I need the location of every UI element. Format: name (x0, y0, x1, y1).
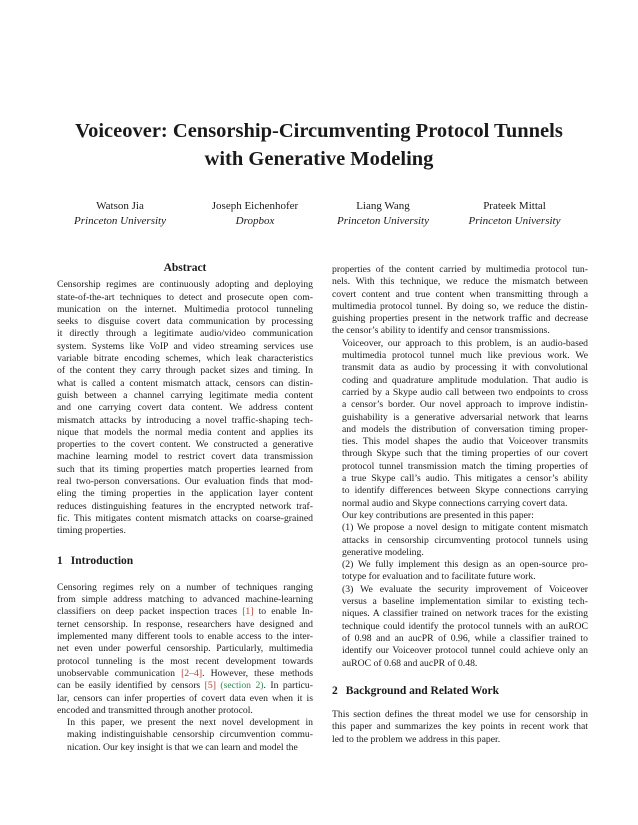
author-name: Joseph Eichenhofer (211, 200, 299, 212)
citation-link[interactable]: [2–4] (181, 667, 203, 679)
text-line: the censor’s ability to identify and censor transmissions. (332, 325, 550, 337)
text-line: identify our Voiceover protocol tunnel could achieve only an (342, 645, 588, 657)
text-line: real two-person conversations. Our evaluation finds that mod- (57, 476, 313, 488)
title-line-2: with Generative Modeling (204, 148, 434, 170)
text-line: ties. This model shapes the audio that Voiceover transmits (342, 436, 588, 448)
text-line: carried by a Skype audio call between two endpoints to cross (342, 386, 588, 398)
author-block (323, 199, 443, 229)
text-line: (2) We fully implement this design as an open-source pro- (342, 559, 588, 571)
text-line: In this paper, we present the next novel development in (67, 717, 313, 729)
intro-paragraph-continued (332, 264, 588, 338)
text-line: covert content and true content when transmitting through a (332, 288, 588, 300)
text-line: variable bitrate encoding schemes, which leak characteristics (57, 353, 313, 365)
section-reference-link[interactable]: (section 2) (220, 680, 264, 692)
text-line: nique that models the normal media content and applies its (57, 426, 313, 438)
section-number: 2 (332, 684, 338, 697)
text-line: of 0.98 and an aucPR of 0.96, while a classifier trained to (342, 632, 588, 644)
text-line: fic. This mitigates content mismatch attacks on coarse-grained (57, 512, 313, 524)
author-affiliation: Princeton University (468, 215, 561, 227)
text-line: seeks to disguise covert data communication by processing (57, 316, 313, 328)
intro-paragraph-2 (57, 717, 313, 754)
author-block (65, 199, 175, 229)
citation-link[interactable]: [1] (242, 606, 254, 618)
text-line: mismatch attacks by introducing a novel traffic-shaping tech- (57, 414, 313, 426)
text-line: technique could identify the protocol tunnels with an auROC (342, 620, 588, 632)
text-line: properties of the content carried by multimedia protocol tun- (332, 264, 588, 275)
text-line: it directly through a legitimate audio/video communication (57, 328, 313, 340)
text-line: (1) We propose a novel design to mitigate content mismatch (342, 522, 588, 534)
intro-paragraph-1 (57, 582, 313, 717)
text-line: of the content they carry through packet sizes and timing. In (57, 365, 313, 377)
text-line: normal audio and Skype connections carrying covert data. (342, 497, 568, 509)
text-line: versus a baseline implementation similar to existing tech- (342, 596, 588, 608)
text-line: timing properties. (57, 525, 126, 537)
text-line: attacks in censorship circumventing protocol tunnels using (342, 534, 588, 546)
section-heading-background (332, 685, 588, 697)
intro-paragraph-4 (332, 510, 588, 522)
text-line: unobservable communication [2–4]. However, these methods (57, 667, 313, 679)
text-line: Voiceover, our approach to this problem, is an audio-based (342, 337, 588, 349)
author-block (452, 199, 577, 229)
text-line: (3) We evaluate the security improvement of Voiceover (342, 583, 588, 595)
text-line: from simple address matching to advanced machine-learning (57, 594, 313, 606)
text-line: making indistinguishable censorship circumvention commu- (67, 729, 313, 741)
author-affiliation: Dropbox (235, 215, 275, 227)
text-line: what is called a content mismatch attack, censors can distin- (57, 377, 313, 389)
text-line: and models the distribution of conversation timing proper- (342, 423, 588, 435)
abstract-body (57, 279, 313, 537)
right-column (332, 264, 588, 746)
text-line: reduces distinguishing features in the encrypted network traf- (57, 500, 313, 512)
text-line: this paper and summarizes the key points in recent work that (332, 721, 588, 733)
text-line: nels. With this technique, we reduce the mismatch between (332, 276, 588, 288)
text-line: generative modeling. (342, 546, 424, 558)
author-affiliation: Princeton University (337, 215, 429, 227)
background-paragraph-1 (332, 709, 588, 746)
text-line: guishability is a generative adversarial network that learns (342, 411, 588, 423)
text-line: state-of-the-art techniques to detect and prosecute open com- (57, 291, 313, 303)
text-line: multimedia protocol tunnel. By doing so, we reduce the distin- (332, 300, 588, 312)
text-line: guishing properties present in the network traffic and decrease (332, 313, 588, 325)
text-line: net even under powerful censorship. Particularly, multimedia (57, 643, 313, 655)
abstract-heading: Abstract (163, 262, 207, 274)
paper-title (0, 117, 638, 173)
text-line: implemented many different tools to enable access to the inter- (57, 631, 313, 643)
text-line: munication on the internet. Multimedia protocol tunneling (57, 303, 313, 315)
text-line: protocol tunnel transmission match the timing properties of (342, 460, 588, 472)
text-line: a true Skype call’s audio. This mitigates a censor’s ability (342, 473, 588, 485)
author-affiliation: Princeton University (74, 215, 166, 227)
section-number: 1 (57, 554, 63, 567)
text-line: system. Systems like VoIP and video streaming services use (57, 340, 313, 352)
text-line: Censoring regimes rely on a number of techniques ranging (57, 581, 313, 593)
section-title: Introduction (70, 554, 134, 567)
citation-link[interactable]: [5] (204, 680, 216, 692)
text-line: encoded and transmitted through another protocol. (57, 704, 253, 716)
text-line: led to the problem we address in this paper. (332, 733, 501, 745)
contribution-2 (332, 559, 588, 584)
text-line: a censor’s border. Our novel approach to improve indistin- (342, 399, 588, 411)
left-column (57, 262, 313, 754)
text-line: and one carrying covert data content. We address content (57, 402, 313, 414)
text-line: auROC of 0.68 and aucPR of 0.48. (342, 657, 478, 669)
text-line: guish between a channel carrying legitimate media content (57, 389, 313, 401)
section-title: Background and Related Work (345, 684, 500, 697)
text-line: Censorship regimes are continuously adopting and deploying (57, 279, 313, 291)
contribution-3 (332, 584, 588, 670)
text-line: eling the timing properties in the application layer content (57, 488, 313, 500)
intro-paragraph-3 (332, 338, 588, 510)
text-line: ternet censorship. In response, researchers have designed and (57, 618, 313, 630)
text-line: This section defines the threat model we use for censorship in (332, 709, 588, 721)
text-line: nication. Our key insight is that we can learn and model the (67, 741, 298, 753)
text-line: machine learning model to restrict covert data transmission (57, 451, 313, 463)
text-line: can be easily identified by censors [5] (section 2). In particu- (57, 680, 314, 692)
title-line-1: Voiceover: Censorship-Circumventing Protocol Tunnels (75, 120, 563, 142)
text-line: niques. A classifier trained on network traces for the existing (342, 608, 588, 620)
text-line: transmit data as audio by processing it with convolutional (342, 362, 588, 374)
text-line: through Skype such that the timing properties of our covert (342, 448, 588, 460)
author-name: Prateek Mittal (483, 200, 546, 212)
text-line: coding and quadrature amplitude modulation. That audio is (342, 374, 588, 386)
text-line: totype for evaluation and to facilitate future work. (342, 571, 536, 583)
author-name: Watson Jia (96, 200, 144, 212)
text-line: properties to the covert content. We constructed a generative (57, 439, 313, 451)
text-line: Our key contributions are presented in this paper: (342, 509, 534, 521)
section-heading-introduction (57, 555, 313, 567)
text-line: such that its timing properties match properties learned from (57, 463, 313, 475)
text-line: multimedia protocol tunnel much like previous work. We (342, 350, 588, 362)
author-block (200, 199, 310, 229)
text-line: lar, censors can infer properties of covert data even when it is (57, 692, 313, 704)
contribution-1 (332, 522, 588, 559)
author-name: Liang Wang (356, 200, 410, 212)
text-line: classifiers on deep packet inspection traces [1] to enable In- (57, 606, 313, 618)
text-line: protocol tunneling is the most recent development towards (57, 655, 313, 667)
text-line: to identify differences between Skype connections carrying (342, 485, 588, 497)
